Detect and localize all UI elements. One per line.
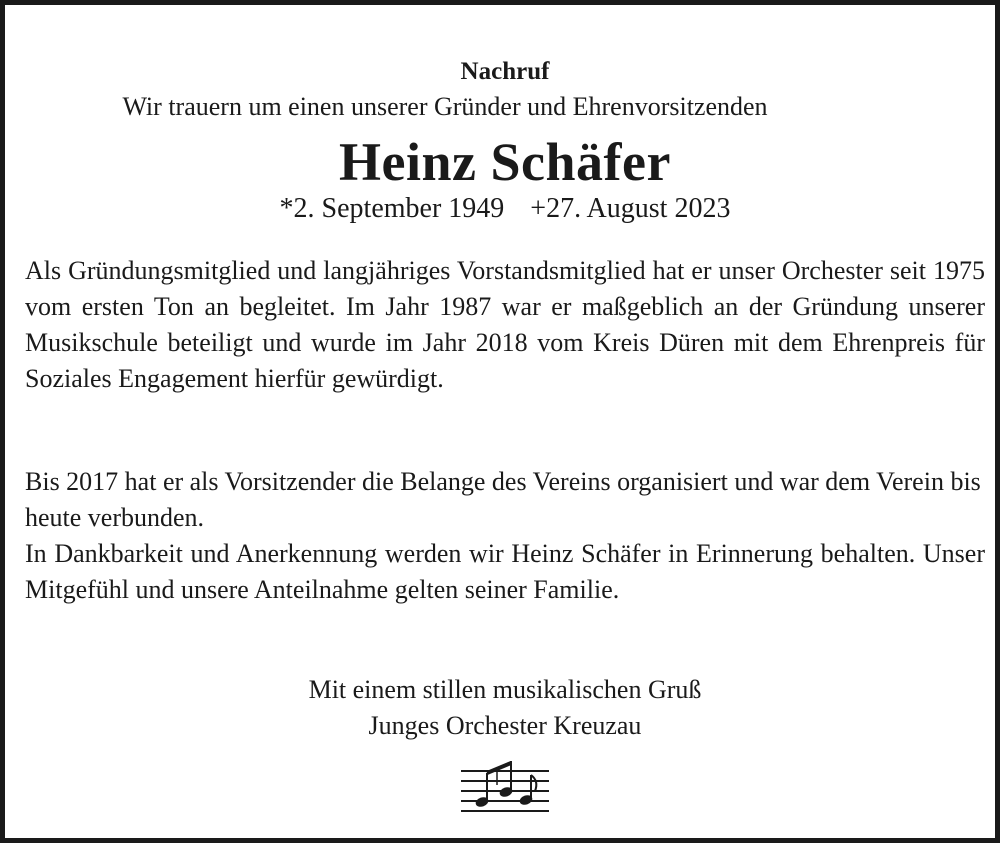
life-dates (5, 191, 1000, 227)
music-notes-icon (457, 757, 553, 817)
paragraph-gratitude: In Dankbarkeit und Anerkennung werden wir Heinz Schäfer in Erinnerung behalten. Unser Mitgefühl und unsere Anteilnahme gelten seiner Familie. (25, 539, 985, 604)
closing-greeting: Mit einem stillen musikalischen Gruß (308, 675, 702, 704)
birth-date: *2. September 1949 (279, 193, 505, 224)
paragraph-tribute: Als Gründungsmitglied und langjähriges Vorstandsmitglied hat er unser Orchester seit 1975 vom ersten Ton an begleitet. Im Jahr 1987 war er maßgeblich an der Gründung unserer Musikschule beteiligt und wurde im Jahr 2018 vom Kreis Düren mit dem Ehrenpreis für Soziales Engagement hierfür gewürdigt. (25, 256, 985, 393)
deceased-name: Heinz Schäfer (339, 132, 671, 192)
heading: Nachruf (460, 58, 550, 85)
paragraph-chairman: Bis 2017 hat er als Vorsitzender die Belange des Vereins organisiert und war dem Verein bis heute verbunden. (25, 467, 981, 532)
intro-text: Wir trauern um einen unserer Gründer und Ehrenvorsitzenden (122, 92, 768, 121)
closing-sender: Junges Orchester Kreuzau (368, 711, 642, 740)
death-date: +27. August 2023 (530, 193, 731, 224)
